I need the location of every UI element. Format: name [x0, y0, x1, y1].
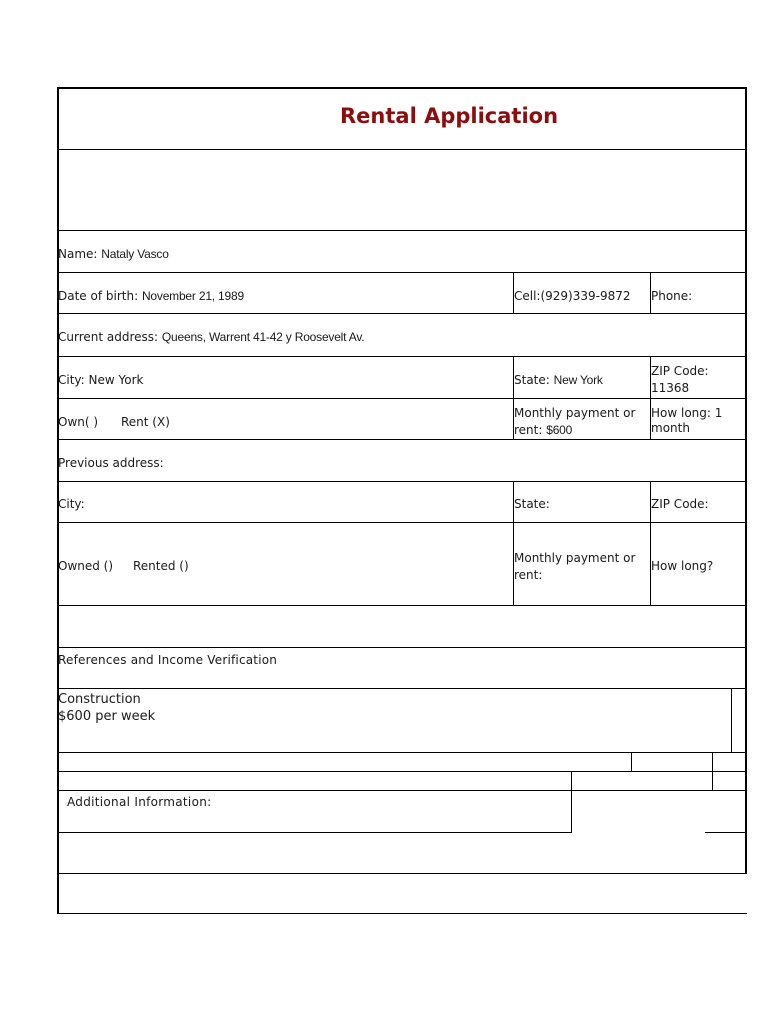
zip-label: ZIP Code:: [651, 364, 709, 378]
row-divider: [57, 439, 747, 440]
name-field: [58, 246, 169, 262]
previous-address-label: Previous address:: [58, 456, 164, 470]
outer-right-border: [745, 87, 747, 874]
prev-zip-label: ZIP Code:: [651, 497, 709, 511]
prev-howlong-label: How long?: [651, 559, 714, 573]
row-divider: [57, 832, 571, 833]
name-label: Name:: [58, 247, 98, 261]
row-divider: [57, 605, 747, 606]
current-address-label: Current address:: [58, 330, 159, 344]
rented-checkbox-label: Rented (): [133, 559, 189, 573]
name-value: Nataly Vasco: [101, 247, 169, 261]
employment-line-1: Construction: [58, 692, 141, 707]
monthly-label-line1: Monthly payment or: [514, 406, 636, 420]
monthly-field: [514, 422, 572, 438]
current-address-field: [58, 329, 364, 345]
dob-field: [58, 288, 244, 304]
current-address-value: Queens, Warrent 41-42 y Roosevelt Av.: [161, 330, 365, 344]
city-value: New York: [88, 373, 144, 387]
row-divider: [57, 790, 747, 791]
monthly-value: $600: [546, 423, 573, 437]
col-divider: [712, 752, 713, 791]
row-divider: [57, 873, 747, 874]
row-divider: [57, 647, 747, 648]
row-divider: [57, 771, 747, 772]
row-divider: [57, 272, 747, 273]
form-title: Rental Application: [340, 104, 559, 128]
references-label: References and Income Verification: [58, 653, 278, 667]
state-field: [514, 372, 603, 388]
rent-checkbox-label: Rent (X): [121, 415, 170, 429]
outer-bottom-border: [57, 913, 747, 914]
row-divider: [57, 688, 747, 689]
dob-value: November 21, 1989: [141, 289, 244, 303]
prev-monthly-label-line1: Monthly payment or: [514, 551, 636, 565]
monthly-label-line2: rent:: [514, 423, 543, 437]
col-divider: [571, 771, 572, 833]
own-checkbox-label: Own( ): [58, 415, 99, 429]
zip-value: 11368: [651, 381, 690, 395]
city-label: City:: [58, 373, 85, 387]
col-divider: [731, 688, 732, 752]
employment-line-2: $600 per week: [58, 709, 156, 724]
additional-info-label: Additional Information:: [67, 795, 212, 809]
howlong-value: month: [651, 421, 690, 435]
prev-state-label: State:: [514, 497, 550, 511]
row-divider: [57, 356, 747, 357]
row-divider: [705, 832, 747, 833]
col-divider: [631, 752, 632, 771]
row-divider: [57, 230, 747, 231]
city-field: [58, 372, 143, 388]
row-divider: [57, 522, 747, 523]
prev-monthly-label-line2: rent:: [514, 568, 543, 582]
howlong-label: How long: 1: [651, 406, 723, 420]
row-divider: [57, 752, 747, 753]
phone-label: Phone:: [651, 289, 693, 303]
state-label: State:: [514, 373, 550, 387]
row-divider: [57, 481, 747, 482]
state-value: New York: [553, 373, 603, 387]
cell-field: Cell:(929)339-9872: [514, 289, 631, 303]
outer-top-border: [57, 87, 747, 89]
owned-checkbox-label: Owned (): [58, 559, 114, 573]
prev-city-label: City:: [58, 497, 85, 511]
row-divider: [57, 149, 747, 150]
row-divider: [57, 313, 747, 314]
row-divider: [57, 398, 747, 399]
dob-label: Date of birth:: [58, 289, 139, 303]
